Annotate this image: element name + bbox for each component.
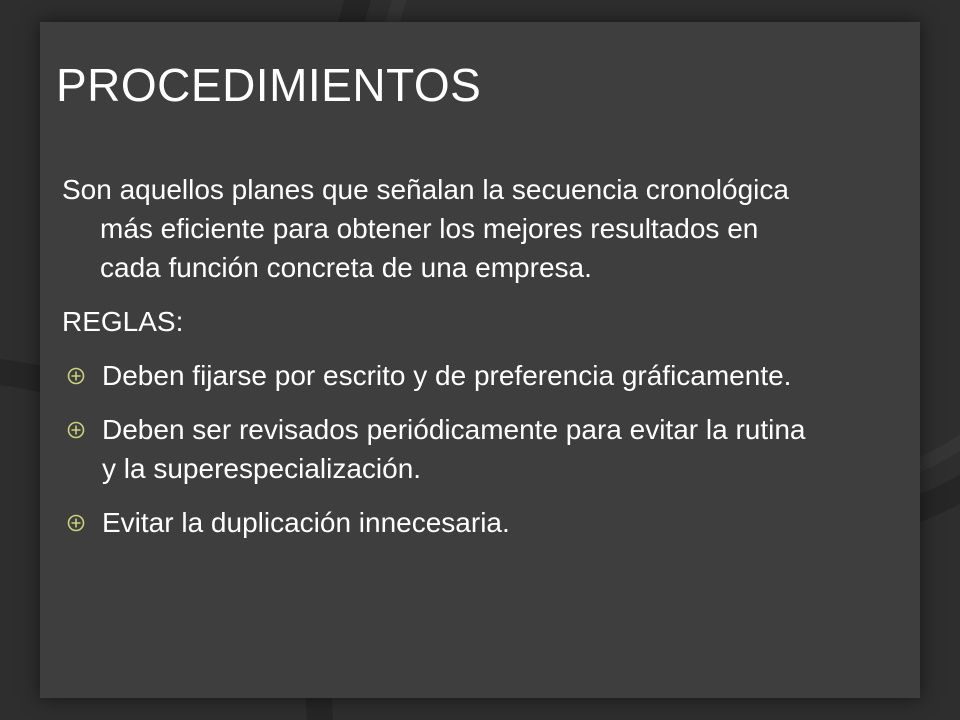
circled-plus-icon [66,420,86,440]
slide-title: PROCEDIMIENTOS [56,59,482,111]
bullet-text: Deben fijarse por escrito y de preferencia gráficamente. [102,360,792,391]
circled-plus-icon [66,366,86,386]
intro-paragraph: Son aquellos planes que señalan la secuencia cronológica más eficiente para obtener los mejores resultados en cada función concreta de una empresa. [62,174,789,283]
bullet-item [62,410,822,488]
bullet-text: Evitar la duplicación innecesaria. [102,507,510,538]
bullet-item [62,503,822,542]
bullet-text: Deben ser revisados periódicamente para evitar la rutina y la superespecialización. [102,414,806,484]
section-label: REGLAS: [62,306,184,337]
bullet-item [62,356,822,395]
circled-plus-icon [66,513,86,533]
slide-body [62,170,822,557]
